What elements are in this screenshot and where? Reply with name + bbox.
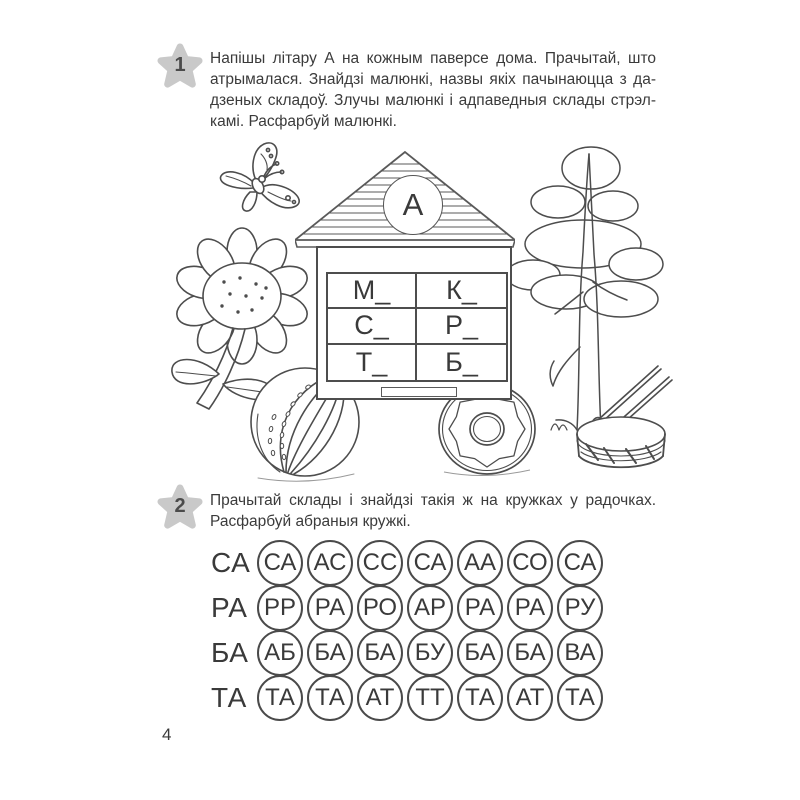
exercise-2-instructions — [210, 490, 656, 532]
page-number: 4 — [162, 725, 172, 744]
syllable-circle: БА — [307, 630, 353, 676]
syllable-circle: РО — [357, 585, 403, 631]
syllable-circle: АТ — [507, 675, 553, 721]
syllable-circle: РА — [457, 585, 503, 631]
syllable-circle: БА — [457, 630, 503, 676]
syllable-circle: АА — [457, 540, 503, 586]
syllable-table — [326, 272, 508, 382]
row-label: СА — [211, 546, 251, 578]
syllable-row-ba — [211, 630, 607, 675]
instruction-line: Расфарбуй абраныя кружкі. — [210, 513, 411, 530]
syllable-circle: АР — [407, 585, 453, 631]
row-label: БА — [211, 636, 249, 668]
house-illustration — [295, 148, 515, 400]
syllable-circle: СА — [257, 540, 303, 586]
house-syllable-cell: Т_ — [328, 345, 417, 380]
house-syllable-cell: Р_ — [417, 309, 506, 344]
row-label: РА — [211, 591, 248, 623]
roof-letter-circle — [383, 175, 443, 235]
syllable-circle: ТА — [257, 675, 303, 721]
syllable-circle: СА — [557, 540, 603, 586]
syllable-circle: АТ — [357, 675, 403, 721]
syllable-circle: АБ — [257, 630, 303, 676]
house-step — [381, 387, 457, 397]
house-body — [316, 246, 512, 400]
exercise-1-instructions — [210, 48, 656, 132]
syllable-circle: БА — [507, 630, 553, 676]
syllable-row-sa — [211, 540, 607, 585]
syllable-circle: ТА — [457, 675, 503, 721]
instruction-line: атрымалася. Знайдзі малюнкі, назвы якіх пачынаюцца з да- — [210, 71, 656, 88]
syllable-circle: ТА — [557, 675, 603, 721]
syllable-circle: ТТ — [407, 675, 453, 721]
syllable-circle: ТА — [307, 675, 353, 721]
roof-letter: А — [402, 187, 424, 222]
syllable-circle: СО — [507, 540, 553, 586]
syllable-circle: РА — [307, 585, 353, 631]
instruction-line: камі. Расфарбуй малюнкі. — [210, 113, 397, 130]
exercise-1-badge — [157, 43, 203, 89]
syllable-circle: РР — [257, 585, 303, 631]
house-syllable-cell: Б_ — [445, 346, 478, 377]
house-syllable-cell: М_ — [328, 274, 417, 309]
row-label: ТА — [211, 681, 247, 713]
drum-illustration — [566, 360, 680, 478]
syllable-circle: АС — [307, 540, 353, 586]
syllable-circle: РУ — [557, 585, 603, 631]
exercise-2-badge — [157, 484, 203, 530]
syllable-circle: СА — [407, 540, 453, 586]
syllable-circle: СС — [357, 540, 403, 586]
exercise-1-number: 1 — [174, 53, 186, 76]
instruction-line: Напішы літару А на кожным паверсе дома. Прачытай, што — [210, 50, 656, 67]
house-syllable-cell: К_ — [417, 274, 506, 309]
syllable-circle: БУ — [407, 630, 453, 676]
house-syllable-cell: С_ — [328, 309, 417, 344]
syllable-rows — [211, 540, 607, 720]
syllable-row-ta — [211, 675, 607, 720]
syllable-circle: РА — [507, 585, 553, 631]
syllable-circle: БА — [357, 630, 403, 676]
exercise-2-number: 2 — [174, 494, 186, 517]
instruction-line: Прачытай склады і знайдзі такія ж на кружках у радочках. — [210, 492, 656, 509]
syllable-row-ra — [211, 585, 607, 630]
syllable-circle: ВА — [557, 630, 603, 676]
instruction-line: дзеных складоў. Злучы малюнкі і адпаведныя склады стрэл- — [210, 92, 656, 109]
